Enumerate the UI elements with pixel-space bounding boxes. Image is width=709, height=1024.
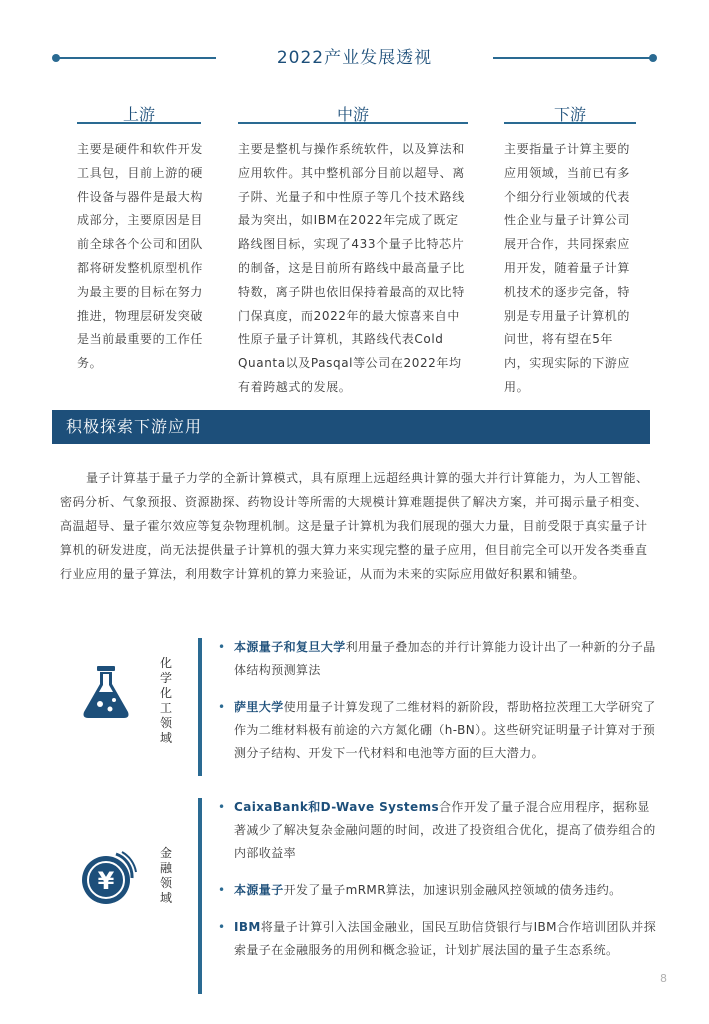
page-title: 2022产业发展透视 [276,48,433,68]
section-intro: 量子计算基于量子力学的全新计算模式，具有原理上远超经典计算的强大并行计算能力，为人工智能、密码分析、气象预报、资源勘探、药物设计等所需的大规模计算难题提供了解决方案，并可揭示量子相变、高温超导、量子霍尔效应等复杂物理机制。这是量子计算机为我们展现的强大力量，目前受限于真实量子计算机的研发进度，尚无法提供量子计算机的强大算力来实现完整的量子应用，但目前完全可以开发各类垂直行业应用的量子算法，利用数字计算机的算力来验证，从而为未来的实际应用做好积累和铺垫。 [60,471,649,581]
section-banner: 积极探索下游应用 [52,410,650,444]
chemistry-divider [198,638,202,776]
header-dot-right [649,54,657,62]
upstream-heading: 上游 [77,100,201,124]
midstream-text: 主要是整机与操作系统软件，以及算法和应用软件。其中整机部分目前以超导、离子阱、光量子和中性原子等几个技术路线最为突出，如IBM在2022年完成了既定路线图目标，实现了433个量子比特芯片的制备，这是目前所有路线中最高量子比特数，离子阱也依旧保持着最高的双比特门保真度，而2022年的最大惊喜来自中性原子量子计算机，其路线代表Cold Quanta以及Pasqal等公司在2022年均有着跨越式的发展。 [238,142,465,394]
chemistry-domain [60,636,660,786]
midstream-heading: 中游 [238,100,468,124]
finance-domain [60,796,660,996]
header-line-right [493,57,651,59]
finance-divider [198,798,202,994]
midstream-column [238,100,468,400]
page-number: 8 [660,972,667,985]
list-item: • 本源量子开发了量子mRMR算法，加速识别金融风控领域的债务违约。 [218,883,622,897]
list-item: • 萨里大学使用量子计算发现了二维材料的新阶段，帮助格拉茨理工大学研究了作为二维材料极有前途的六方氮化硼（h-BN）。这些研究证明量子计算对于预测分子结构、开发下一代材料和电池等方面的巨大潜力。 [218,700,656,760]
header-line-left [58,57,216,59]
upstream-column [77,100,205,376]
finance-items [218,796,658,976]
chemistry-items [218,636,658,779]
list-item: • 本源量子和复旦大学利用量子叠加态的并行计算能力设计出了一种新的分子晶体结构预测算法 [218,640,656,677]
upstream-text: 主要是硬件和软件开发工具包，目前上游的硬件设备与器件是最大构成部分，主要原因是目前全球各个公司和团队都将研发整机原型机作为最主要的目标在努力推进，物理层研发突破是当前最重要的工作任务。 [77,142,204,371]
list-item: • CaixaBank和D-Wave Systems合作开发了量子混合应用程序，据称显著减少了解决复杂金融问题的时间，改进了投资组合优化，提高了债券组合的内部收益率 [218,800,656,860]
flask-icon [78,664,134,720]
downstream-column [504,100,636,400]
downstream-heading: 下游 [504,100,636,124]
downstream-text: 主要指量子计算主要的应用领域，当前已有多个细分行业领域的代表性企业与量子计算公司展开合作，共同探索应用开发，随着量子计算机技术的逐步完备，特别是专用量子计算机的问世，将有望在5年内，实现实际的下游应用。 [504,142,631,394]
finance-domain-label: 金融领域 [159,846,172,905]
svg-text:¥: ¥ [97,867,115,895]
yen-coin-icon [78,848,138,908]
chemistry-domain-label: 化学化工领域 [159,656,172,745]
page-header [50,40,659,76]
list-item: • IBM将量子计算引入法国金融业，国民互助信贷银行与IBM合作培训团队并探索量子在金融服务的用例和概念验证，计划扩展法国的量子生态系统。 [218,920,657,957]
